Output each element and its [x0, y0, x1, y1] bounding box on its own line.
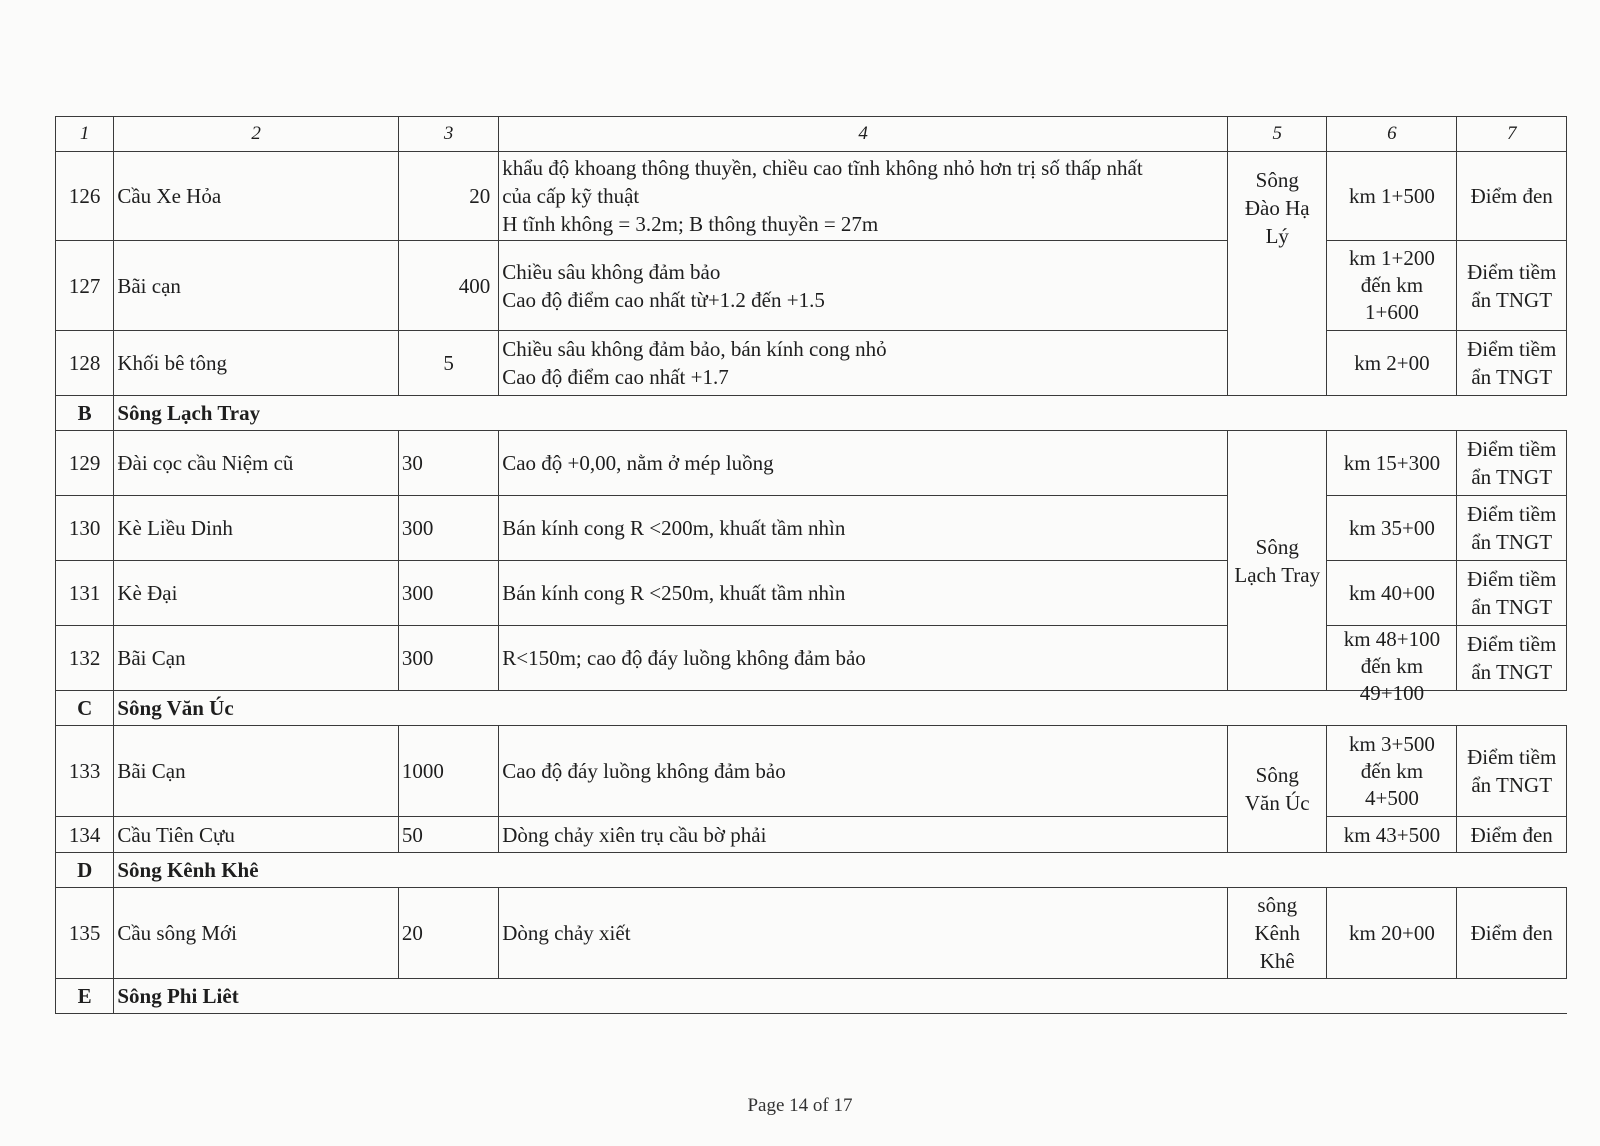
hazard-name: Khối bê tông: [114, 331, 399, 396]
hazard-name: Bãi Cạn: [114, 726, 399, 817]
location-line: km 1+200: [1348, 246, 1435, 270]
section-letter: B: [56, 396, 114, 431]
document-sheet: [55, 116, 1567, 1014]
row-number: 126: [56, 152, 114, 241]
hazard-type: [1457, 626, 1567, 691]
section-title: Sông Kênh Khê: [114, 853, 1567, 888]
section-letter: E: [56, 979, 114, 1014]
page-footer: Page 14 of 17: [747, 1095, 853, 1116]
hazard-length: 5: [398, 331, 498, 396]
river-name: [1228, 431, 1327, 691]
hazard-table: [55, 116, 1567, 1014]
river-name-line: Sông: [1255, 763, 1299, 787]
hazard-length: 400: [398, 241, 498, 331]
location-line: đến km: [1360, 758, 1424, 783]
hazard-type: [1457, 331, 1567, 396]
table-row: [56, 817, 1567, 853]
location: km 15+300: [1327, 431, 1457, 496]
description-line: Chiều sâu không đảm bảo, bán kính cong nhỏ: [502, 337, 887, 361]
location: km 20+00: [1327, 888, 1457, 979]
hazard-length: 300: [398, 496, 498, 561]
column-number-row: [56, 117, 1567, 152]
section-row: [56, 853, 1567, 888]
hazard-name: Cầu Xe Hỏa: [114, 152, 399, 241]
description-line: khẩu độ khoang thông thuyền, chiều cao tĩnh không nhỏ hơn trị số thấp nhất: [502, 156, 1143, 180]
hazard-name: Bãi Cạn: [114, 626, 399, 691]
hazard-description: [499, 241, 1228, 331]
location: km 2+00: [1327, 331, 1457, 396]
row-number: 130: [56, 496, 114, 561]
river-name: [1228, 152, 1327, 396]
hazard-length: 20: [398, 152, 498, 241]
location: [1327, 726, 1457, 817]
hazard-description: Bán kính cong R <200m, khuất tầm nhìn: [499, 496, 1228, 561]
hazard-length: 1000: [398, 726, 498, 817]
row-number: 133: [56, 726, 114, 817]
location-line: km 3+500: [1348, 731, 1435, 756]
hazard-length: 50: [398, 817, 498, 853]
hazard-type-line: Điểm tiềm: [1467, 632, 1557, 656]
description-line: Cao độ điểm cao nhất từ+1.2 đến +1.5: [502, 287, 825, 312]
table-row: [56, 726, 1567, 817]
hazard-name: Kè Liều Dinh: [114, 496, 399, 561]
hazard-type-line: ẩn TNGT: [1471, 773, 1553, 797]
location-line: 1+600: [1364, 300, 1419, 324]
description-line: của cấp kỹ thuật: [502, 184, 640, 208]
hazard-type: [1457, 241, 1567, 331]
hazard-type-line: Điểm tiềm: [1467, 337, 1557, 361]
hazard-type-line: ẩn TNGT: [1471, 595, 1553, 619]
hazard-length: 300: [398, 626, 498, 691]
section-title: Sông Phi Liêt: [114, 979, 1567, 1014]
hazard-name: Bãi cạn: [114, 241, 399, 331]
river-name-line: Khê: [1259, 949, 1295, 973]
hazard-type-line: ẩn TNGT: [1471, 660, 1553, 684]
hazard-description: [499, 331, 1228, 396]
location-line: đến km: [1360, 273, 1424, 297]
river-name-line: Kênh: [1254, 921, 1300, 945]
hazard-type: [1457, 561, 1567, 626]
location: km 1+500: [1327, 152, 1457, 241]
column-header: 6: [1327, 117, 1457, 152]
hazard-type: [1457, 726, 1567, 817]
table-row: [56, 152, 1567, 241]
hazard-length: 300: [398, 561, 498, 626]
river-name: [1228, 726, 1327, 853]
hazard-description: Dòng chảy xiết: [499, 888, 1228, 979]
hazard-description: Bán kính cong R <250m, khuất tầm nhìn: [499, 561, 1228, 626]
table-row: [56, 626, 1567, 691]
river-name-line: Văn Úc: [1244, 791, 1310, 815]
hazard-type-line: Điểm tiềm: [1467, 259, 1557, 284]
river-name-line: sông: [1257, 893, 1298, 917]
table-row: [56, 431, 1567, 496]
hazard-type-line: Điểm tiềm: [1467, 437, 1557, 461]
hazard-type-line: Điểm tiềm: [1467, 745, 1557, 769]
hazard-description: Dòng chảy xiên trụ cầu bờ phải: [499, 817, 1228, 853]
location: [1327, 241, 1457, 331]
table-row: [56, 331, 1567, 396]
hazard-name: Kè Đại: [114, 561, 399, 626]
hazard-type-line: Điểm tiềm: [1467, 502, 1557, 526]
column-header: 2: [114, 117, 399, 152]
hazard-name: Cầu Tiên Cựu: [114, 817, 399, 853]
table-row: [56, 888, 1567, 979]
hazard-type-line: Điểm tiềm: [1467, 567, 1557, 591]
hazard-type-line: ẩn TNGT: [1471, 287, 1553, 312]
hazard-type: Điểm đen: [1457, 817, 1567, 853]
hazard-description: Cao độ đáy luồng không đảm bảo: [499, 726, 1228, 817]
column-header: 4: [499, 117, 1228, 152]
description-line: Chiều sâu không đảm bảo: [502, 259, 721, 284]
hazard-type-line: ẩn TNGT: [1471, 530, 1553, 554]
hazard-length: 30: [398, 431, 498, 496]
table-row: [56, 496, 1567, 561]
row-number: 132: [56, 626, 114, 691]
description-line: H tĩnh không = 3.2m; B thông thuyền = 27m: [502, 212, 879, 236]
hazard-length: 20: [398, 888, 498, 979]
section-row: [56, 396, 1567, 431]
table-row: [56, 561, 1567, 626]
section-letter: C: [56, 691, 114, 726]
column-header: 1: [56, 117, 114, 152]
hazard-type: [1457, 431, 1567, 496]
location: [1327, 626, 1457, 705]
section-row: [56, 979, 1567, 1014]
row-number: 129: [56, 431, 114, 496]
section-letter: D: [56, 853, 114, 888]
row-number: 128: [56, 331, 114, 396]
location-line: 4+500: [1364, 785, 1419, 810]
section-title: Sông Văn Úc: [114, 691, 1567, 726]
hazard-name: Đài cọc cầu Niệm cũ: [114, 431, 399, 496]
location: km 35+00: [1327, 496, 1457, 561]
section-row: [56, 691, 1567, 726]
hazard-type: [1457, 496, 1567, 561]
hazard-description: R<150m; cao độ đáy luồng không đảm bảo: [499, 626, 1228, 691]
hazard-type-line: ẩn TNGT: [1471, 465, 1553, 489]
hazard-description: Cao độ +0,00, nằm ở mép luồng: [499, 431, 1228, 496]
row-number: 134: [56, 817, 114, 853]
river-name-line: Đào Hạ: [1244, 196, 1310, 220]
column-header: 5: [1228, 117, 1327, 152]
section-title: Sông Lạch Tray: [114, 396, 1567, 431]
hazard-name: Cầu sông Mới: [114, 888, 399, 979]
column-header: 3: [398, 117, 498, 152]
hazard-type: Điểm đen: [1457, 152, 1567, 241]
hazard-type: Điểm đen: [1457, 888, 1567, 979]
location: km 40+00: [1327, 561, 1457, 626]
river-name-line: Lạch Tray: [1234, 562, 1321, 587]
location: km 43+500: [1327, 817, 1457, 853]
column-header: 7: [1457, 117, 1567, 152]
river-name-line: Lý: [1265, 224, 1289, 248]
hazard-type-line: ẩn TNGT: [1471, 365, 1553, 389]
row-number: 131: [56, 561, 114, 626]
river-name: [1228, 888, 1327, 979]
river-name-line: Sông: [1255, 168, 1299, 192]
location-line: 49+100: [1359, 681, 1425, 705]
description-line: Cao độ điểm cao nhất +1.7: [502, 365, 729, 389]
table-row: [56, 241, 1567, 331]
hazard-description: [499, 152, 1228, 241]
row-number: 135: [56, 888, 114, 979]
location-line: km 48+100: [1343, 627, 1441, 651]
location-line: đến km: [1360, 654, 1424, 678]
row-number: 127: [56, 241, 114, 331]
river-name-line: Sông: [1255, 534, 1299, 559]
